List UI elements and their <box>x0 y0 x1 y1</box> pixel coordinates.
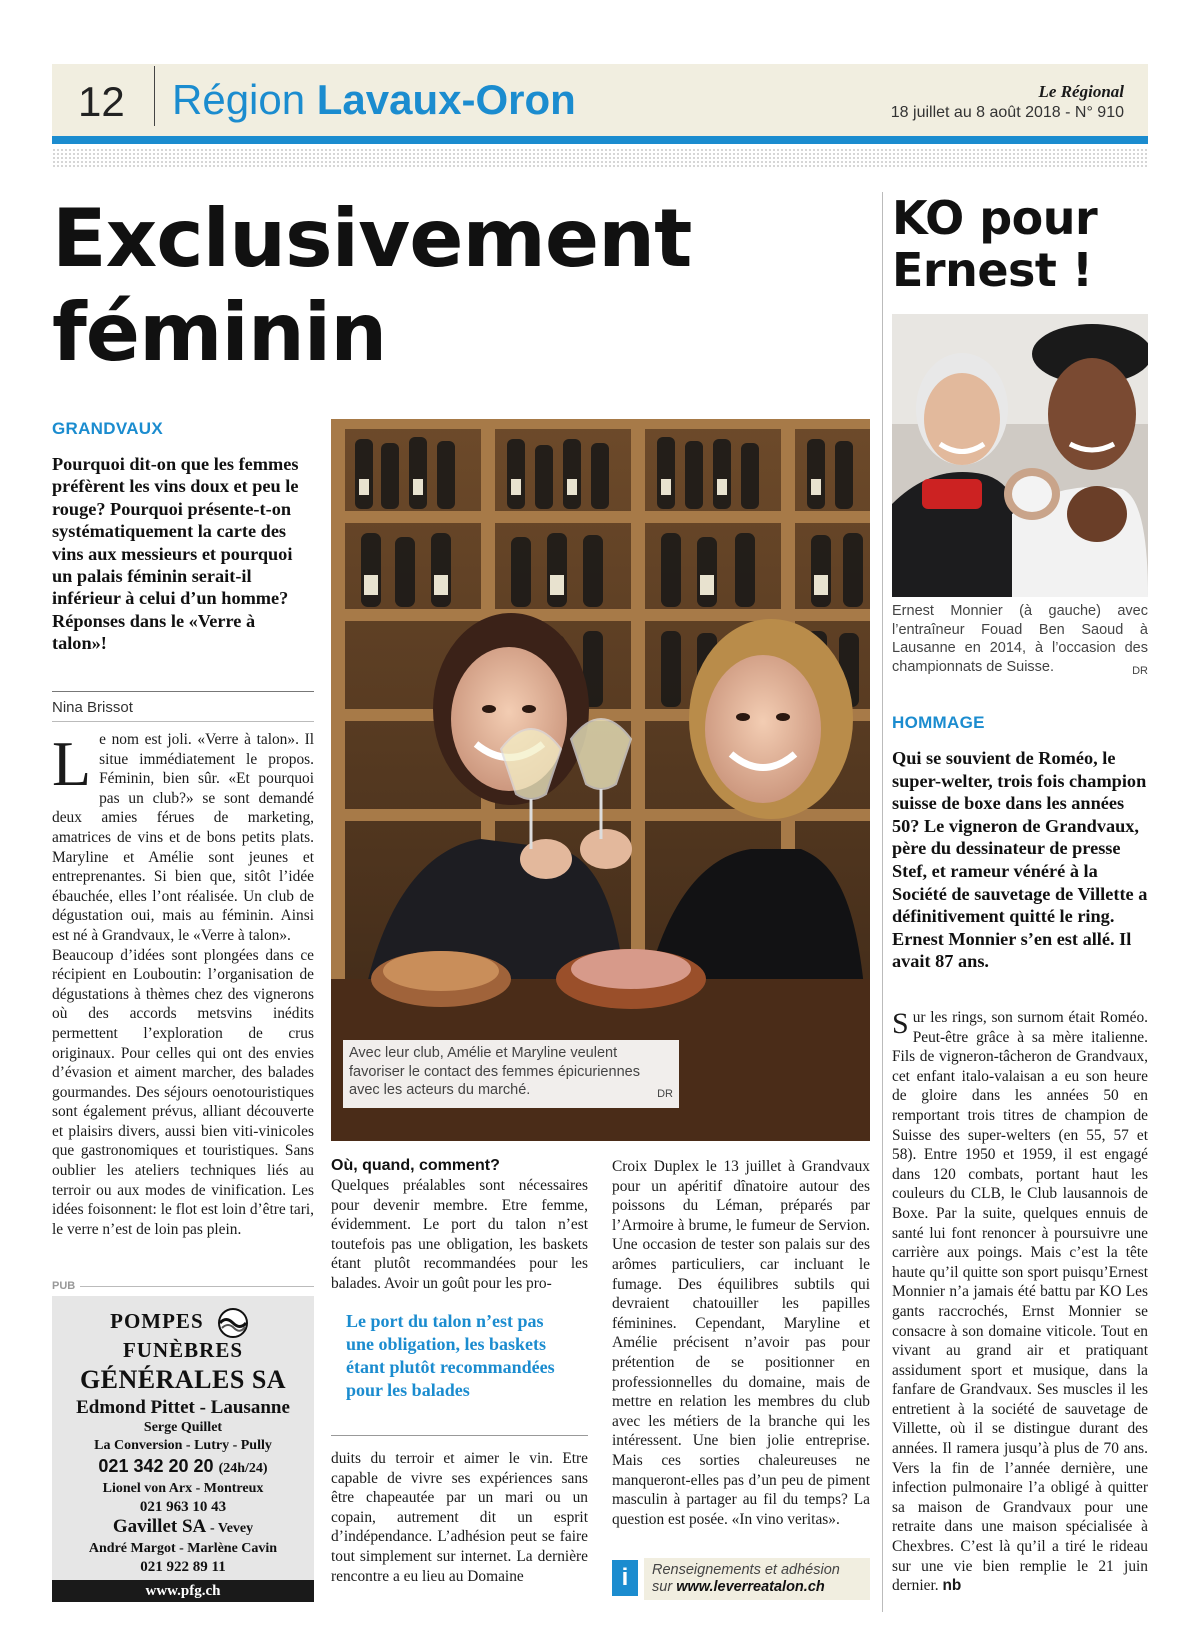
caption-text: Avec leur club, Amélie et Maryline veulent favoriser le contact des femmes épicuriennes avec les acteurs du marché. <box>349 1045 640 1098</box>
ad-phone-3: 021 922 89 11 <box>140 1559 226 1575</box>
side-photo-caption <box>892 602 1148 680</box>
ad-phone-1-line <box>52 1455 314 1480</box>
header-divider <box>154 66 155 126</box>
ad-gavillet-line <box>52 1516 314 1540</box>
info-prefix: sur <box>652 1579 673 1595</box>
side-article-kicker: HOMMAGE <box>892 713 985 732</box>
ad-edmond: Edmond Pittet - Lausanne <box>76 1397 290 1418</box>
side-drop-cap: S <box>892 1007 909 1040</box>
photo-caption <box>343 1040 679 1108</box>
ad-pompes: POMPES <box>110 1308 204 1333</box>
article-body-col-2-bottom: duits du terroir et aimer le vin. Etre capable de vivre ses expériences sans être chapeautée par un mari ou un copain, autrement dit un esprit d’indépendance. L’adhésion peut se faire tout simplement sur internet. La dernière rencontre a eu lieu au Domaine <box>331 1450 588 1585</box>
ad-url-link[interactable]: www.pfg.ch <box>52 1580 314 1602</box>
headline-line-1: Exclusivement <box>52 192 692 285</box>
section-title <box>172 76 576 124</box>
pull-quote-rule <box>331 1435 588 1436</box>
ad-generales: GÉNÉRALES SA <box>79 1365 287 1394</box>
ad-places: La Conversion - Lutry - Pully <box>94 1438 272 1453</box>
side-article-body <box>892 1008 1148 1596</box>
ad-lionel: Lionel von Arx - Montreux <box>102 1481 264 1496</box>
article-kicker: GRANDVAUX <box>52 419 164 438</box>
ad-vevey: - Vevey <box>209 1521 254 1536</box>
author-rule <box>52 691 314 692</box>
ad-andre: André Margot - Marlène Cavin <box>88 1541 278 1556</box>
header-accent-bar <box>52 136 1148 144</box>
info-url-link[interactable]: www.leverreatalon.ch <box>676 1579 825 1595</box>
ad-gavillet: Gavillet SA <box>112 1516 206 1537</box>
ad-label-rule <box>80 1286 314 1287</box>
section-title-bold: Lavaux-Oron <box>316 76 576 123</box>
ad-phone-1-note: (24h/24) <box>218 1461 268 1476</box>
ad-logo-line <box>52 1308 314 1363</box>
ad-serge: Serge Quillet <box>143 1420 223 1435</box>
side-article-lead: Qui se souvient de Roméo, le super-welter, trois fois champion suisse de boxe dans les années 50? Le vigneron de Grandvaux, père du dessinateur de presse Stef, et rameur vénéré à la Société de sauvetage de Villette a définitivement quitté le ring. Ernest Monnier s’en est allé. Il avait 87 ans. <box>892 748 1148 972</box>
ad-phone-2: 021 963 10 43 <box>139 1499 227 1515</box>
section-title-light: Région <box>172 76 306 123</box>
ad-funebres: FUNÈBRES <box>122 1338 244 1362</box>
info-text: Renseignements et adhésion <box>652 1562 840 1578</box>
side-body-text: ur les rings, son surnom était Roméo. Peut-être grâce à sa mère italienne. Fils de vigneron-tâcheron de Grandvaux, cet enfant italo-valaisan a eu son heure de gloire dans les années 50 en remportant trois titres de champion de Suisse des super-welters (en 55, 57 et 58). Entre 1950 et 1959, il est engagé dans 120 combats, portant haut les couleurs du CLB, le Club lausannois de Boxe. Par la suite, quelques ennuis de santé lui font renoncer à poursuivre une carrière aux poings. Mais c’est la tête haute qu’il quitte son sport puisqu’Ernest Monnier n’a jamais été battu par KO Les gants raccrochés, Ernst Monnier se consacre à son domaine viticole. Tout en vivant au grand air et pratiquant assidument sport et musique, dans la fanfare de Grandvaux. Ses muscles il les entretient à la société de sauvetage de Villette, où il se distingue durant des années. Il ramera jusqu’à plus de 70 ans. Vers la fin de l’année dernière, une infection pulmonaire l’a obligé à quitter sa maison de Grandvaux pour une retraite dans une maison spécialisée à Chexbres. C’est là qu’il a tiré le rideau sur une vie bien remplie le 21 juin dernier. <box>892 1009 1148 1595</box>
wave-logo-icon <box>214 1308 252 1338</box>
column-divider <box>882 192 883 1612</box>
author-signature: nb <box>942 1577 962 1595</box>
side-article-photo <box>892 314 1148 597</box>
side-article-headline <box>892 192 1148 296</box>
newspaper-brand: Le Régional <box>1038 82 1124 101</box>
side-headline-line-2: Ernest ! <box>892 243 1093 297</box>
photo-credit: DR <box>657 1088 673 1100</box>
ad-label: PUB <box>52 1280 76 1292</box>
article-body-col-2-top: Quelques préalables sont nécessaires pour devenir membre. Etre femme, évidemment. Le port du talon n’est toutefois pas une obligation, les baskets étant plutôt recommandées pour les balades. Avoir un goût pour les pro- <box>331 1177 588 1292</box>
info-box <box>644 1558 870 1600</box>
ad-phone-1: 021 342 20 20 <box>98 1456 214 1476</box>
issue-info: 18 juillet au 8 août 2018 - N° 910 <box>890 104 1124 121</box>
article-headline <box>52 192 812 380</box>
body-paragraph-2: Beaucoup d’idées sont plongées dans ce récipient en Louboutin: l’organisation de dégustations à thèmes chez des vignerons où des accords metsvins inédits permettent l’exploration de crus originaux. Pour celles qui ont des envies d’évasion et aiment marcher, des balades gourmandes. Des séjours oenotouristiques sont également prévus, alliant découverte et plaisirs divers, aussi bien viti-vinicoles que gastronomiques et touristiques. Sans oublier les ateliers techniques liés au terroir ou aux modes de vinification. Les idées foisonnent: le flot est loin d’être tari, le verre n’est de loin pas plein. <box>52 946 314 1238</box>
side-caption-text: Ernest Monnier (à gauche) avec l’entraîneur Fouad Ben Saoud à Lausanne en 2014, à l’occasion des championnats de Suisse. <box>892 603 1148 675</box>
article-author: Nina Brissot <box>52 699 133 716</box>
article-photo <box>331 419 870 1141</box>
article-body-col-1 <box>52 730 314 1239</box>
page-number: 12 <box>78 78 125 125</box>
body-paragraph-1: e nom est joli. «Verre à talon». Il situe immédiatement le propos. Féminin, bien sûr. «Et pourquoi pas un club?» se sont demandé deux amies férues de marketing, amatrices de vins et de bons petits plats. Maryline et Amélie sont jeunes et entreprenantes. Si bien que, sitôt l’idée ébauchée, elles l’ont réalisée. Un club de dégustation oui, mais au féminin. Ainsi est né à Grandvaux, le «Verre à talon». <box>52 731 314 944</box>
pull-quote: Le port du talon n’est pas une obligation, les baskets étant plutôt recommandées pour les balades <box>346 1311 555 1400</box>
author-rule-bottom <box>52 721 314 722</box>
side-headline-line-1: KO pour <box>892 191 1098 245</box>
subheading: Où, quand, comment? <box>331 1157 500 1174</box>
headline-line-2: féminin <box>52 286 387 379</box>
article-body-col-3: Croix Duplex le 13 juillet à Grandvaux pour un apéritif dînatoire autour des poissons du Léman, préparés par l’Armoire à brume, le fumeur de Servion. Une occasion de tester son palais sur des arômes particuliers, car incluant le fumage. Des équilibres subtils qui devraient chatouiller les papilles féminines. Cependant, Maryline et Amélie précisent n’avoir pas pour prétention de se positionner en professionnelles du domaine, mais de mettre en relation les membres du club avec les métiers de la branche qui les intéressent. Une bien jolie entreprise. Mais ces sorties chaleureuses ne manqueront-elles pas d’un peu de piment masculin à partager au fil du temps? La question est posée. «In vino veritas». <box>612 1158 870 1528</box>
article-lead: Pourquoi dit-on que les femmes préfèrent les vins doux et peu le rouge? Pourquoi présente-t-on systématiquement la carte des vins aux messieurs et pourquoi un palais féminin serait-il inférieur à celui d’un homme? Réponses dans le «Verre à talon»! <box>52 454 299 654</box>
info-icon: i <box>612 1560 638 1596</box>
drop-cap: L <box>52 728 92 799</box>
funeral-ad <box>52 1296 314 1602</box>
side-photo-credit: DR <box>1132 664 1148 677</box>
header-dot-pattern <box>52 148 1148 168</box>
